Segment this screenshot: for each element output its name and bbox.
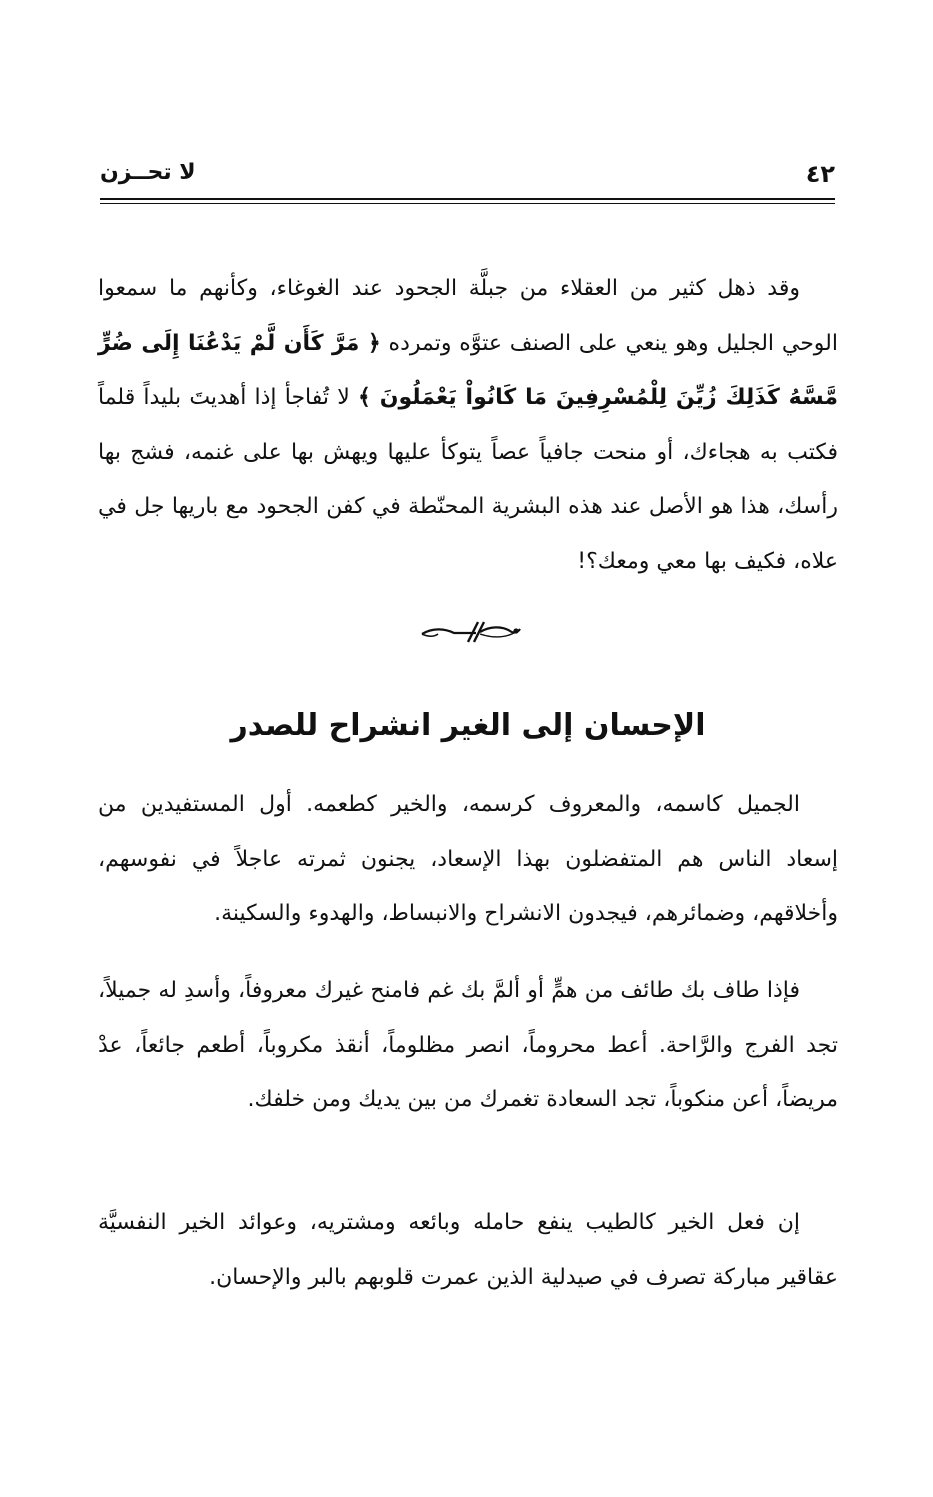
header-rule-thin: [100, 203, 835, 204]
paragraph-perfume: [98, 1196, 838, 1305]
flourish-divider-icon: [418, 618, 524, 646]
paragraph-text: الجميل كاسمه، والمعروف كرسمه، والخير كطعمه. أول المستفيدين من إسعاد الناس هم المتفضلون بهذا الإسعاد، يجنون ثمرته عاجلاً في نفوسهم، وأخلاقهم، وضمائرهم، فيجدون الانشراح والانبساط، والهدوء والسكينة.: [98, 792, 838, 926]
paragraph-text: إن فعل الخير كالطيب ينفع حامله وبائعه ومشتريه، وعوائد الخير النفسيَّة عقاقير مباركة تصرف في صيدلية الذين عمرت قلوبهم بالبر والإحسان.: [98, 1210, 838, 1290]
section-heading: الإحسان إلى الغير انشراح للصدر: [230, 708, 706, 743]
paragraph-text: فإذا طاف بك طائف من همٍّ أو ألمَّ بك غم فامنح غيرك معروفاً، وأسدِ له جميلاً، تجد الفرج والرَّاحة. أعط محروماً، انصر مظلوماً، أنقذ مكروباً، أطعم جائعاً، عدْ مريضاً، أعن منكوباً، تجد السعادة تغمرك من بين يديك ومن خلفك.: [98, 978, 838, 1112]
page-number: ٤٢: [805, 160, 835, 188]
quran-verse: ﴿ مَرَّ كَأَن لَّمْ يَدْعُنَا إِلَى ضُرٍّ مَّسَّهُ كَذَلِكَ زُيِّنَ لِلْمُسْرِفِينَ مَا كَانُواْ يَعْمَلُونَ ﴾: [98, 330, 838, 410]
header-rule: [100, 198, 835, 200]
paragraph-relief: [98, 964, 838, 1128]
page-header: [100, 152, 835, 198]
running-title: لا تحــزن: [100, 160, 196, 185]
paragraph-text: لا تُفاجأ إذا أهديتَ بليداً قلماً فكتب به هجاءك، أو منحت جافياً عصاً يتوكأ عليها ويهش بها على غنمه، فشج بها رأسك، هذا هو الأصل عند هذه البشرية المحنّطة في كفن الجحود مع باريها جل في علاه، فكيف بها معي ومعك؟!: [98, 385, 838, 574]
paragraph-kindness: [98, 778, 838, 942]
paragraph-ingratitude: [98, 262, 838, 589]
paragraph-text: وقد ذهل كثير من العقلاء من جبلَّة الجحود عند الغوغاء، وكأنهم ما سمعوا الوحي الجليل وهو ينعي على الصنف عتوَّه وتمرده: [98, 276, 838, 356]
